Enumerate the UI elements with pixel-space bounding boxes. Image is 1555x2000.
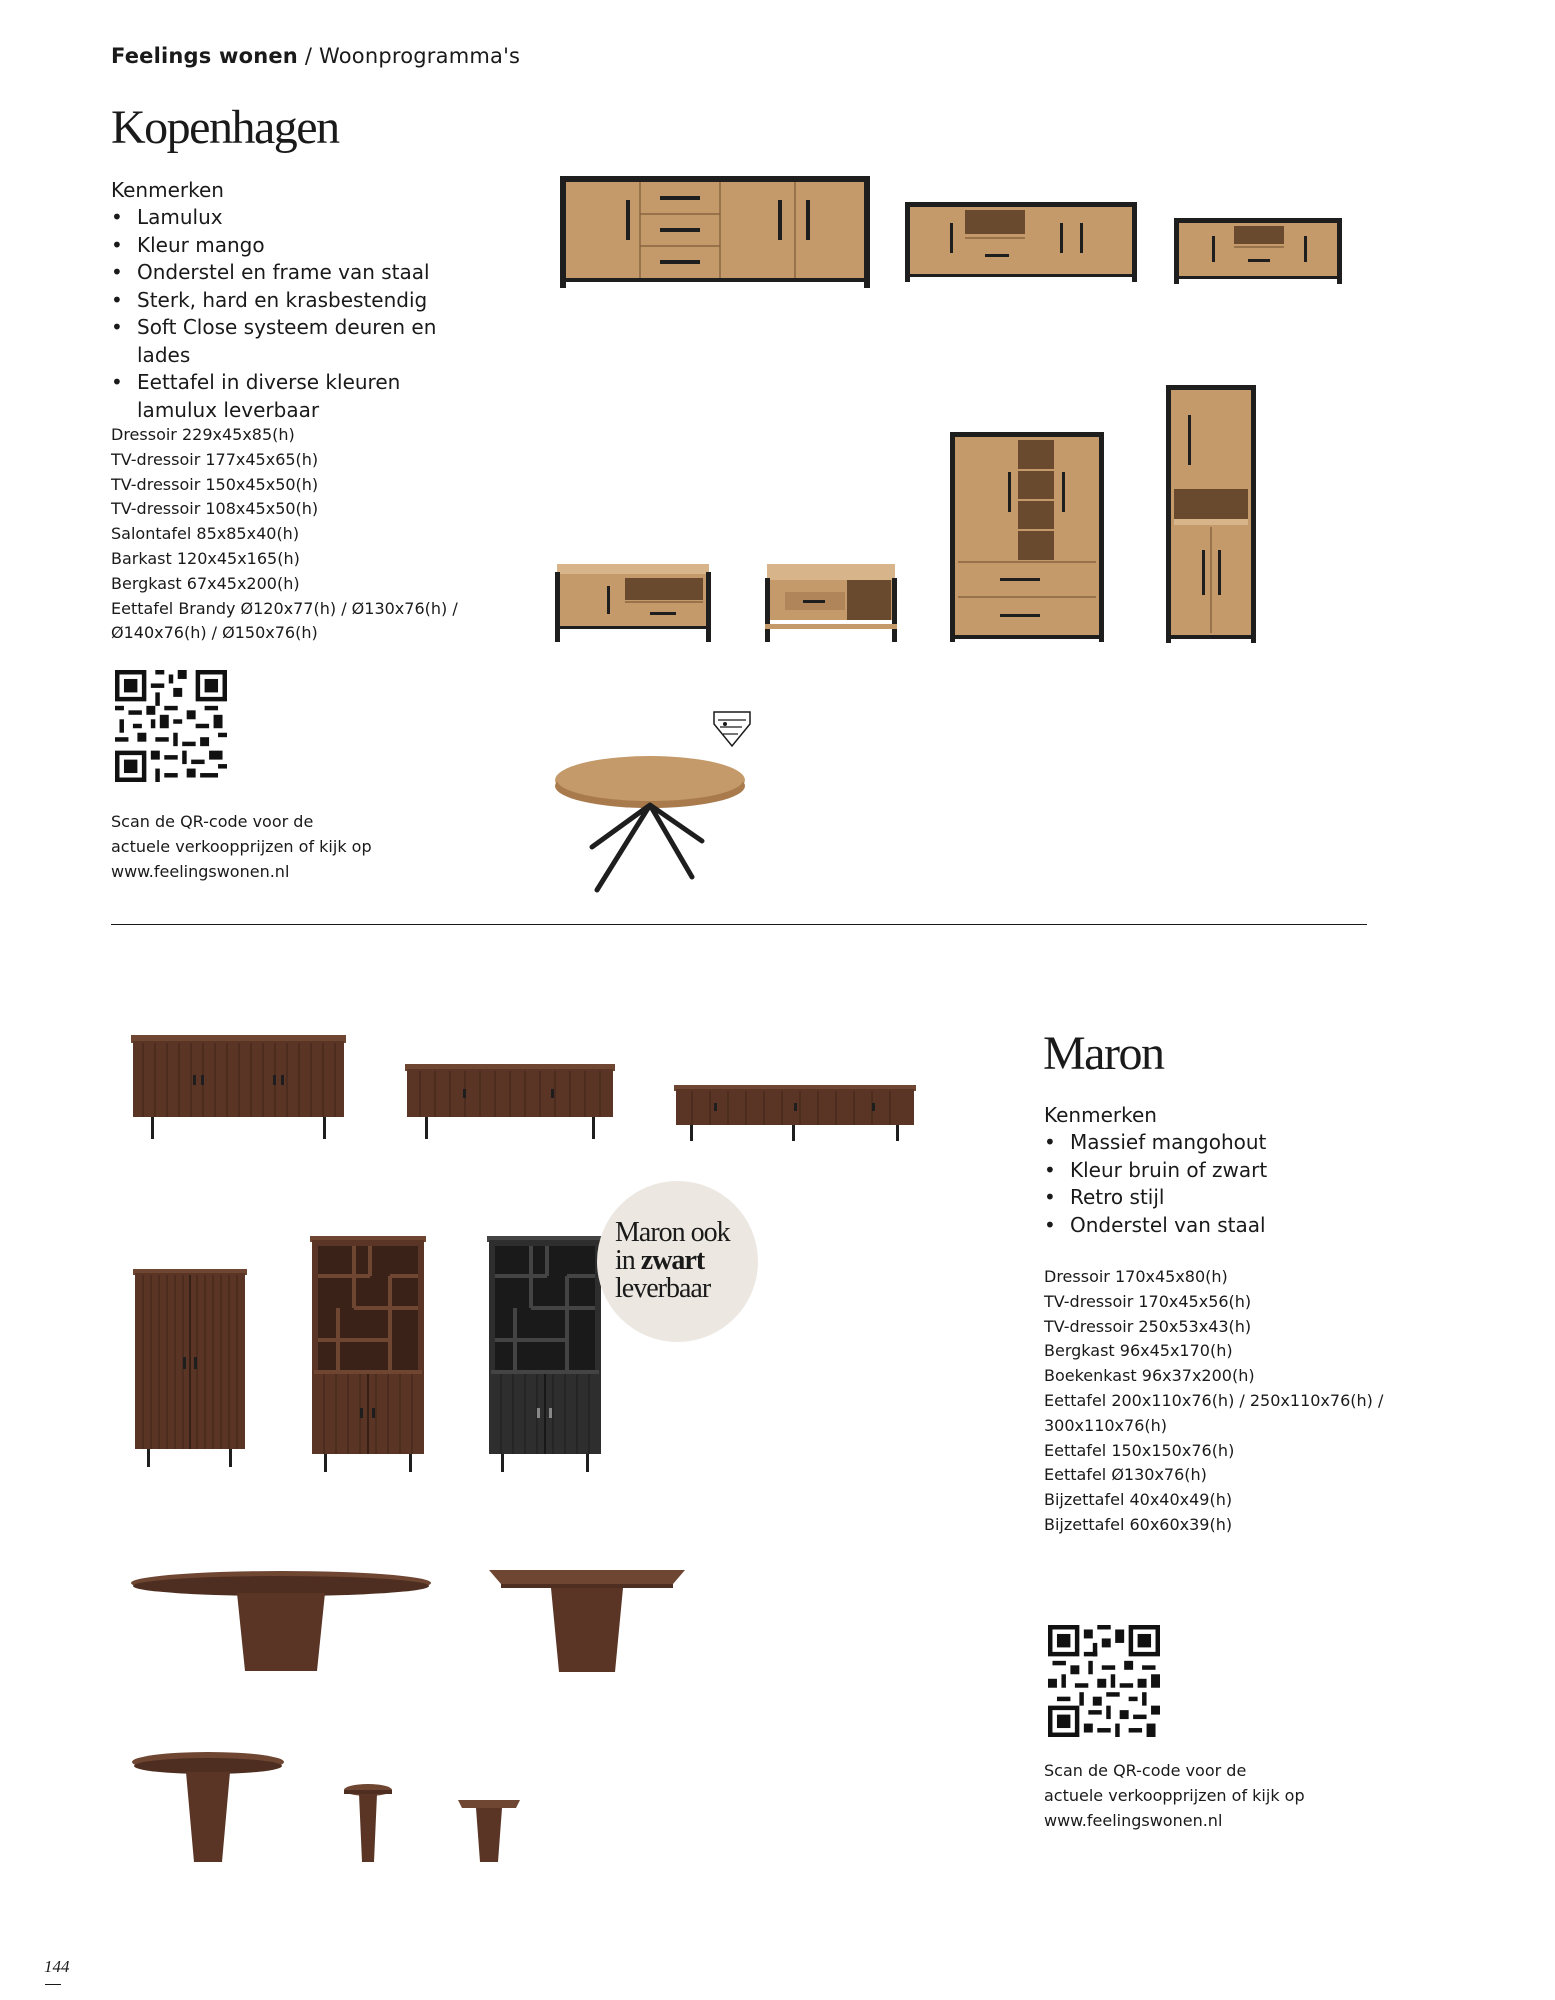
dimension-line: TV-dressoir 150x45x50(h) xyxy=(111,474,319,494)
badge-line-2-bold: zwart xyxy=(640,1245,705,1276)
dimension-line: Eettafel 200x110x76(h) / 250x110x76(h) / xyxy=(1044,1390,1384,1410)
feature-item: • Lamulux xyxy=(109,204,469,232)
product-image-maron-dressoir xyxy=(131,1035,346,1140)
breadcrumb-brand: Feelings wonen xyxy=(111,44,298,68)
product-image-maron-tv-dressoir-170 xyxy=(405,1064,615,1140)
dimension-line: TV-dressoir 108x45x50(h) xyxy=(111,499,319,519)
kopenhagen-title: Kopenhagen xyxy=(111,101,339,154)
qr-code-maron[interactable] xyxy=(1048,1625,1160,1737)
product-image-dressoir-229 xyxy=(560,170,870,290)
color-availability-badge xyxy=(597,1181,758,1342)
section-divider xyxy=(111,924,1367,925)
product-image-salontafel xyxy=(765,562,897,642)
maron-features-list xyxy=(1042,1129,1382,1239)
website-link[interactable]: www.feelingswonen.nl xyxy=(111,862,290,881)
dimension-line: TV-dressoir 177x45x65(h) xyxy=(111,449,319,469)
dimension-line: Bergkast 67x45x200(h) xyxy=(111,573,300,593)
dimension-line: Ø140x76(h) / Ø150x76(h) xyxy=(111,623,318,643)
breadcrumb-section: Woonprogramma's xyxy=(318,44,521,68)
feature-item: • Kleur bruin of zwart xyxy=(1042,1157,1382,1185)
product-image-barkast xyxy=(950,432,1104,642)
maron-scan-text xyxy=(1044,1758,1305,1833)
badge-line-3: leverbaar xyxy=(615,1273,711,1304)
dimension-line: TV-dressoir 170x45x56(h) xyxy=(1044,1291,1252,1311)
scan-line: Scan de QR-code voor de xyxy=(1044,1761,1247,1780)
product-image-maron-boekenkast-zwart xyxy=(487,1236,603,1472)
dimension-line: Eettafel Ø130x76(h) xyxy=(1044,1465,1207,1485)
dimension-line: 300x110x76(h) xyxy=(1044,1415,1167,1435)
page-number: 144 xyxy=(44,1957,70,1976)
product-image-maron-bergkast xyxy=(133,1269,247,1469)
dimension-line: Dressoir 170x45x80(h) xyxy=(1044,1267,1228,1286)
feature-item: • Onderstel van staal xyxy=(1042,1212,1382,1240)
feature-item: • Eettafel in diverse kleuren lamulux leverbaar xyxy=(109,369,469,424)
maron-title: Maron xyxy=(1043,1027,1164,1080)
breadcrumb-separator: / xyxy=(297,44,319,68)
breadcrumb xyxy=(111,44,520,68)
product-image-eettafel-brandy xyxy=(552,755,748,895)
page-number-underline xyxy=(45,1984,61,1985)
product-image-maron-eettafel-vierkant xyxy=(487,1568,687,1672)
product-image-maron-tv-dressoir-250 xyxy=(674,1085,916,1141)
scan-line: Scan de QR-code voor de xyxy=(111,812,314,831)
dimension-line: Bijzettafel 60x60x39(h) xyxy=(1044,1514,1233,1534)
dimension-line: Bijzettafel 40x40x49(h) xyxy=(1044,1490,1233,1510)
dimension-line: Boekenkast 96x37x200(h) xyxy=(1044,1366,1255,1386)
product-image-maron-bijzettafel-60 xyxy=(456,1798,522,1862)
maron-features-heading: Kenmerken xyxy=(1044,1103,1157,1127)
product-image-maron-eettafel-rond xyxy=(131,1752,285,1862)
maron-dimensions xyxy=(1044,1265,1383,1538)
feature-item: • Massief mangohout xyxy=(1042,1129,1382,1157)
badge-line-1: Maron ook xyxy=(615,1217,730,1248)
product-image-maron-bijzettafel-40 xyxy=(343,1784,393,1862)
dimension-line: Eettafel Brandy Ø120x77(h) / Ø130x76(h) / xyxy=(111,598,458,618)
product-image-tv-dressoir-108 xyxy=(555,560,711,642)
dimension-line: Salontafel 85x85x40(h) xyxy=(111,524,300,544)
dimension-line: TV-dressoir 250x53x43(h) xyxy=(1044,1316,1252,1336)
kopenhagen-features-heading: Kenmerken xyxy=(111,178,224,202)
scan-line: actuele verkoopprijzen of kijk op xyxy=(1044,1786,1305,1805)
scan-line: actuele verkoopprijzen of kijk op xyxy=(111,837,372,856)
color-swatch-icon xyxy=(712,710,752,748)
dimension-line: Eettafel 150x150x76(h) xyxy=(1044,1440,1235,1460)
badge-line-2-prefix: in xyxy=(615,1245,641,1276)
dimension-line: Dressoir 229x45x85(h) xyxy=(111,425,295,444)
kopenhagen-dimensions xyxy=(111,423,458,646)
feature-item: • Soft Close systeem deuren en lades xyxy=(109,314,469,369)
product-image-tv-dressoir-177 xyxy=(905,198,1137,282)
product-image-maron-boekenkast-bruin xyxy=(310,1236,426,1472)
kopenhagen-features-list xyxy=(109,204,469,424)
product-image-tv-dressoir-150 xyxy=(1174,214,1342,284)
website-link[interactable]: www.feelingswonen.nl xyxy=(1044,1811,1223,1830)
feature-item: • Onderstel en frame van staal xyxy=(109,259,469,287)
dimension-line: Barkast 120x45x165(h) xyxy=(111,548,300,568)
feature-item: • Kleur mango xyxy=(109,232,469,260)
feature-item: • Retro stijl xyxy=(1042,1184,1382,1212)
feature-item: • Sterk, hard en krasbestendig xyxy=(109,287,469,315)
product-image-bergkast xyxy=(1166,385,1256,643)
kopenhagen-scan-text xyxy=(111,809,372,884)
dimension-line: Bergkast 96x45x170(h) xyxy=(1044,1341,1233,1361)
qr-code-kopenhagen[interactable] xyxy=(115,670,227,782)
product-image-maron-eettafel-ovaal xyxy=(131,1571,431,1671)
